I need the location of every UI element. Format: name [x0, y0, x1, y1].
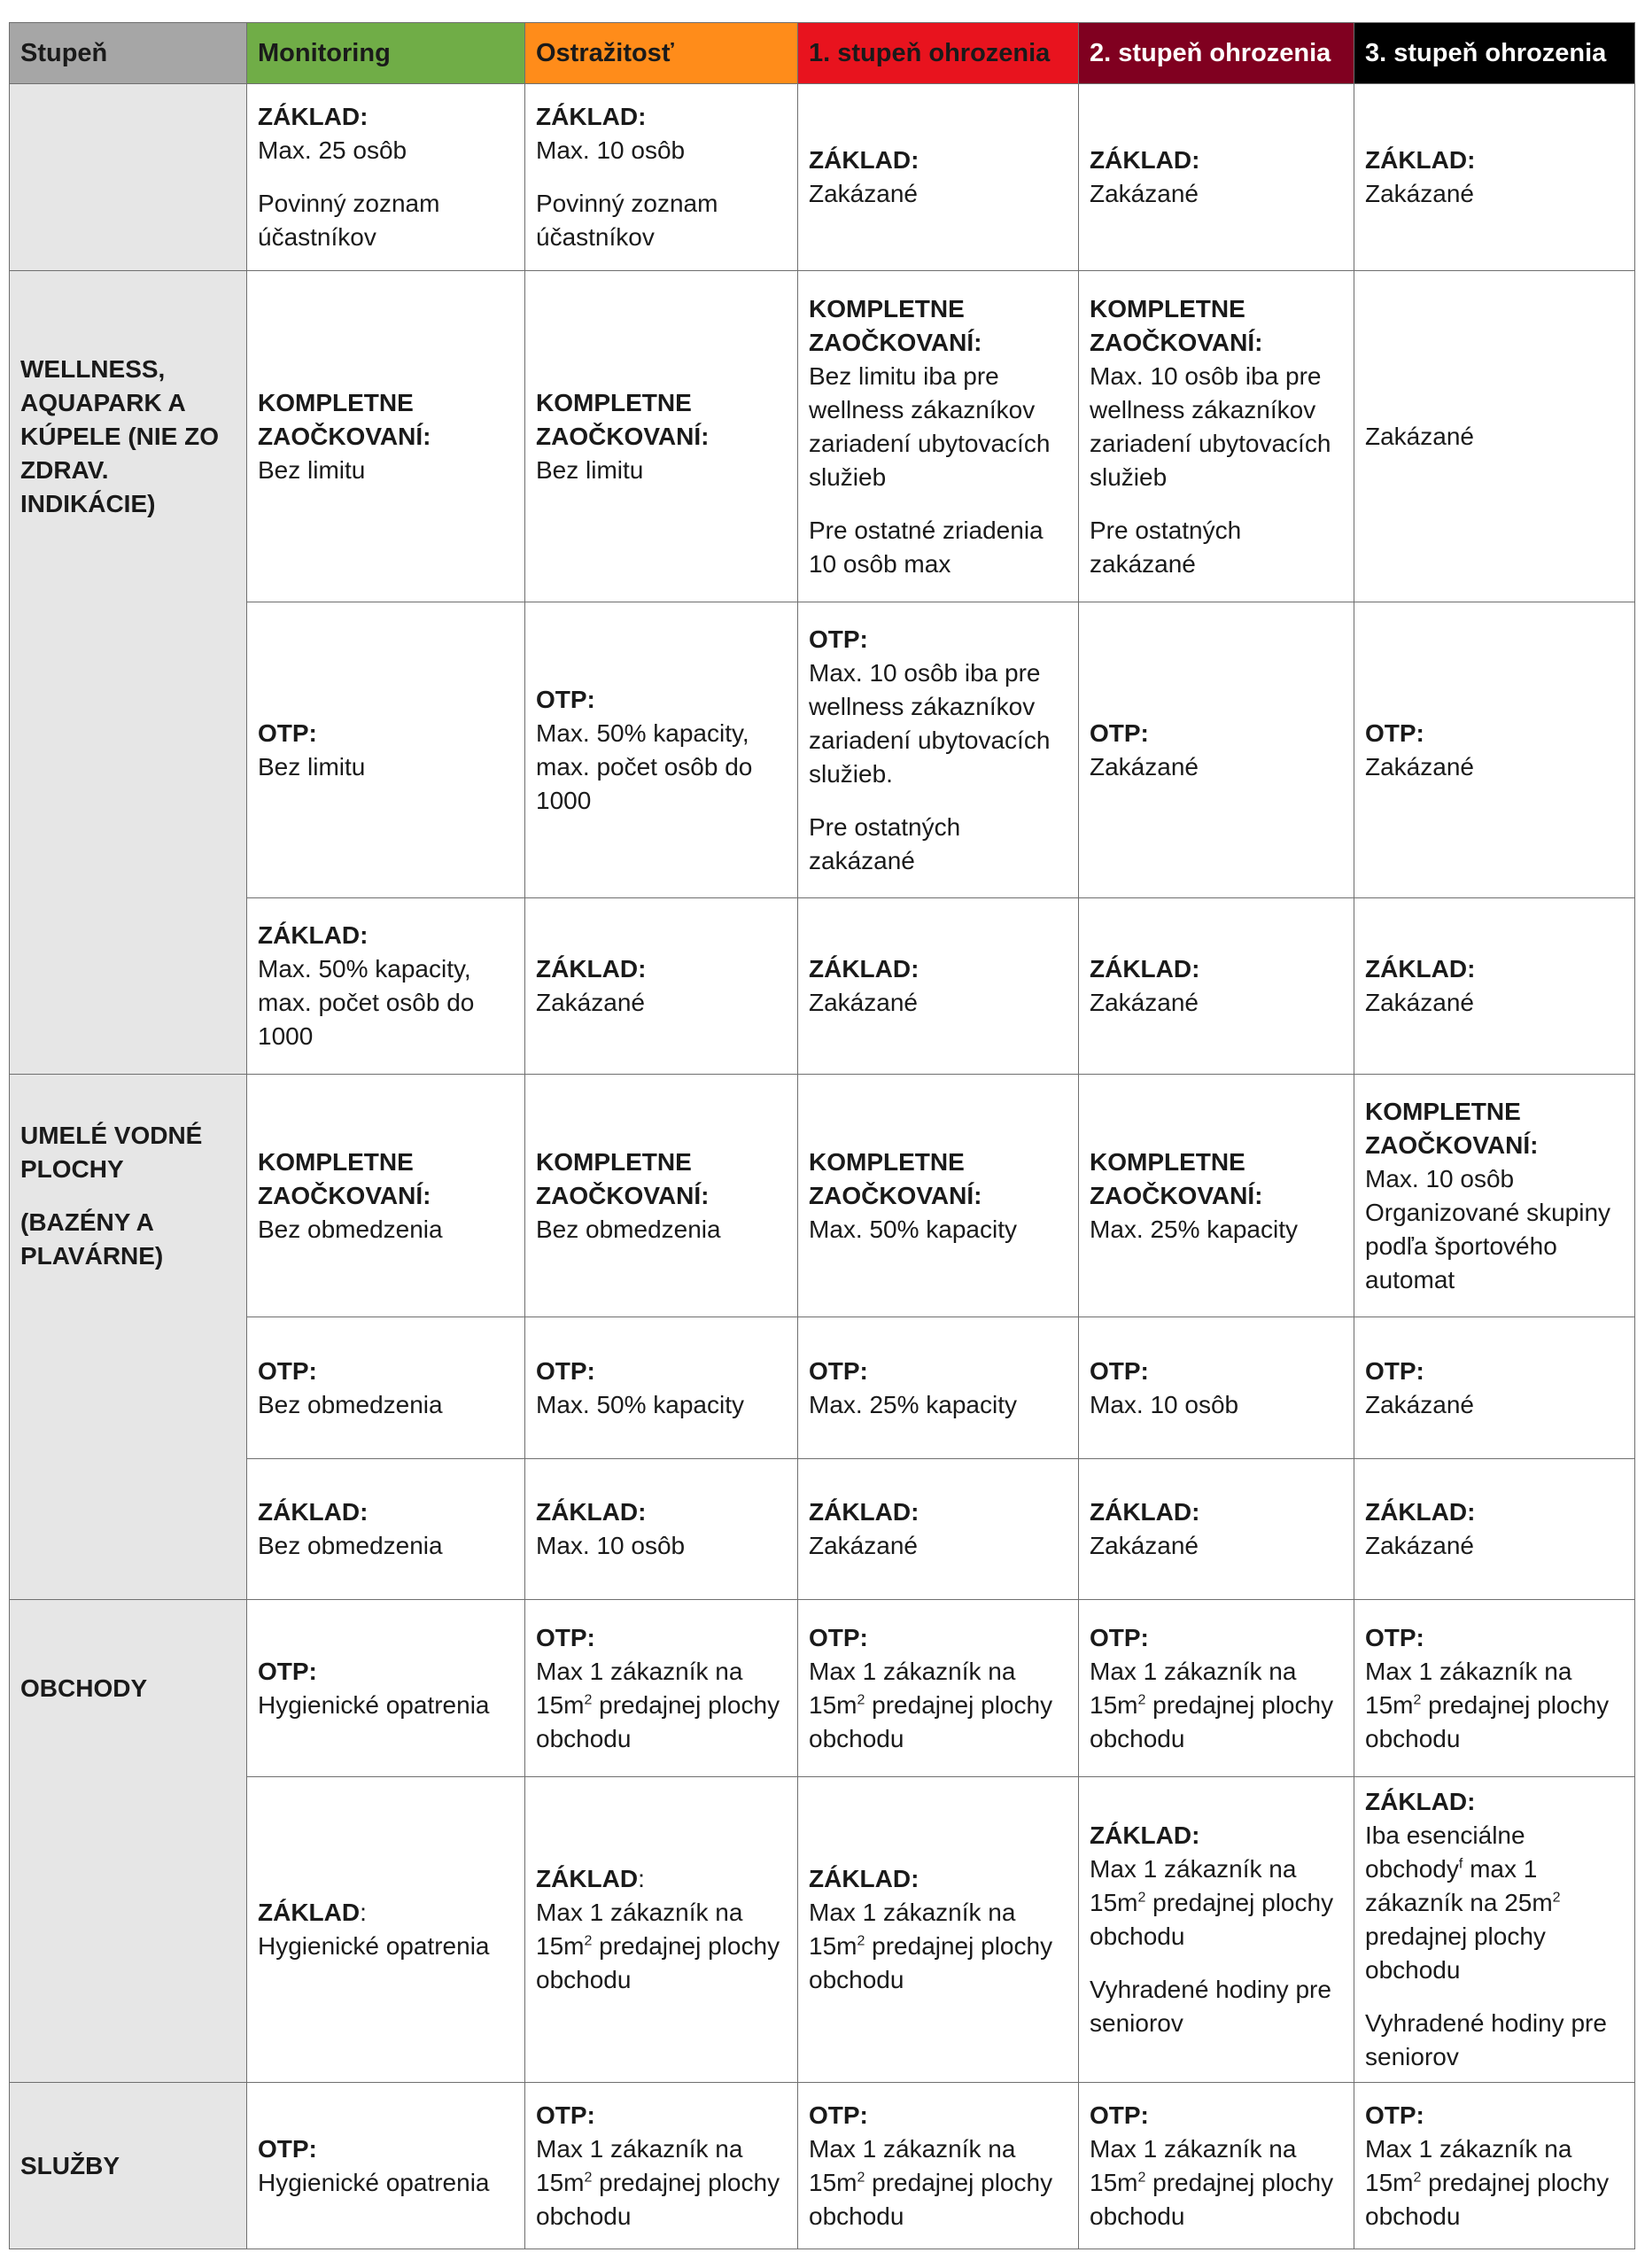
- table-cell: KOMPLETNE ZAOČKOVANÍ: Bez obmedzenia: [525, 1075, 798, 1317]
- header-row: [10, 23, 1635, 84]
- table-row: [10, 1600, 1635, 1777]
- table-cell: OTP: Max. 50% kapacity: [525, 1317, 798, 1459]
- table-cell: ZÁKLAD: Max. 50% kapacity, max. počet osôb do 1000: [247, 898, 525, 1075]
- table-cell: ZÁKLAD: Zakázané: [1079, 898, 1354, 1075]
- table-cell: ZÁKLAD: Zakázané: [1354, 1459, 1635, 1600]
- table-cell: ZÁKLAD: Zakázané: [1079, 84, 1354, 271]
- table-cell: ZÁKLAD: Zakázané: [798, 898, 1079, 1075]
- category-cell-empty: [10, 1777, 247, 2083]
- header-monitoring: Monitoring: [247, 23, 525, 84]
- table-cell: OTP: Max 1 zákazník na $15m^2$ predajnej plochy obchodu: [525, 1600, 798, 1777]
- category-umele-vodne-plochy: UMELÉ VODNÉ PLOCHY (BAZÉNY A PLAVÁRNE): [10, 1075, 247, 1317]
- category-sluzby: SLUŽBY: [10, 2083, 247, 2249]
- table-cell: KOMPLETNE ZAOČKOVANÍ: Max. 10 osôb iba pre wellness zákazníkov zariadení ubytovacích služieb Pre ostatných zakázané: [1079, 271, 1354, 602]
- table-cell: OTP: Max 1 zákazník na $15m^2$ predajnej plochy obchodu: [798, 2083, 1079, 2249]
- header-stupen-3: 3. stupeň ohrozenia: [1354, 23, 1635, 84]
- header-stupen: Stupeň: [10, 23, 247, 84]
- table-cell: OTP: Max. 50% kapacity, max. počet osôb do 1000: [525, 602, 798, 898]
- table-cell: OTP: Max 1 zákazník na $15m^2$ predajnej plochy obchodu: [1354, 2083, 1635, 2249]
- header-stupen-2: 2. stupeň ohrozenia: [1079, 23, 1354, 84]
- table-cell: OTP: Zakázané: [1354, 602, 1635, 898]
- table-cell: ZÁKLAD: Iba esenciálne obchody$^f$ max 1 zákazník na $25m^2$ predajnej plochy obchodu Vyhradené hodiny pre seniorov: [1354, 1777, 1635, 2083]
- table-row: [10, 602, 1635, 898]
- table-cell: ZÁKLAD: Zakázané: [798, 1459, 1079, 1600]
- category-wellness: WELLNESS, AQUAPARK A KÚPELE (NIE ZO ZDRAV. INDIKÁCIE): [10, 271, 247, 602]
- table-row: [10, 2083, 1635, 2249]
- header-stupen-1: 1. stupeň ohrozenia: [798, 23, 1079, 84]
- table-cell: ZÁKLAD: Max 1 zákazník na $15m^2$ predajnej plochy obchodu: [798, 1777, 1079, 2083]
- table-cell: OTP: Max 1 zákazník na $15m^2$ predajnej plochy obchodu: [525, 2083, 798, 2249]
- table-cell: OTP: Max 1 zákazník na $15m^2$ predajnej plochy obchodu: [798, 1600, 1079, 1777]
- table-cell: ZÁKLAD: Zakázané: [525, 898, 798, 1075]
- table-row: [10, 1777, 1635, 2083]
- table-cell: OTP: Max 1 zákazník na $15m^2$ predajnej plochy obchodu: [1079, 1600, 1354, 1777]
- table-cell: ZÁKLAD: Max 1 zákazník na $15m^2$ predajnej plochy obchodu: [525, 1777, 798, 2083]
- table-cell: KOMPLETNE ZAOČKOVANÍ: Max. 25% kapacity: [1079, 1075, 1354, 1317]
- table-cell: OTP: Max 1 zákazník na $15m^2$ predajnej plochy obchodu: [1079, 2083, 1354, 2249]
- table-cell: OTP: Bez obmedzenia: [247, 1317, 525, 1459]
- category-cell-empty: [10, 84, 247, 271]
- table-row: [10, 1459, 1635, 1600]
- table-row: [10, 1317, 1635, 1459]
- table-cell: OTP: Max. 10 osôb iba pre wellness zákazníkov zariadení ubytovacích služieb. Pre ostatných zakázané: [798, 602, 1079, 898]
- category-cell-empty: [10, 602, 247, 898]
- table-cell: KOMPLETNE ZAOČKOVANÍ: Bez limitu: [247, 271, 525, 602]
- table-cell: ZÁKLAD: Hygienické opatrenia: [247, 1777, 525, 2083]
- table-cell: OTP: Max. 25% kapacity: [798, 1317, 1079, 1459]
- table-cell: ZÁKLAD: Max. 10 osôb Povinný zoznam účastníkov: [525, 84, 798, 271]
- table-cell: KOMPLETNE ZAOČKOVANÍ: Bez obmedzenia: [247, 1075, 525, 1317]
- table-cell: Zakázané: [1354, 271, 1635, 602]
- table-cell: KOMPLETNE ZAOČKOVANÍ: Max. 50% kapacity: [798, 1075, 1079, 1317]
- category-cell-empty: [10, 898, 247, 1075]
- table-cell: KOMPLETNE ZAOČKOVANÍ: Bez limitu: [525, 271, 798, 602]
- table-row: [10, 1075, 1635, 1317]
- table-cell: KOMPLETNE ZAOČKOVANÍ: Bez limitu iba pre wellness zákazníkov zariadení ubytovacích služieb Pre ostatné zriadenia 10 osôb max: [798, 271, 1079, 602]
- table-cell: OTP: Max 1 zákazník na $15m^2$ predajnej plochy obchodu: [1354, 1600, 1635, 1777]
- table-row: [10, 84, 1635, 271]
- category-cell-empty: [10, 1317, 247, 1459]
- table-cell: ZÁKLAD: Max. 25 osôb Povinný zoznam účastníkov: [247, 84, 525, 271]
- table-cell: OTP: Hygienické opatrenia: [247, 2083, 525, 2249]
- table-cell: OTP: Bez limitu: [247, 602, 525, 898]
- table-cell: ZÁKLAD: Zakázané: [1079, 1459, 1354, 1600]
- header-ostrazitost: Ostražitosť: [525, 23, 798, 84]
- table-row: [10, 898, 1635, 1075]
- category-obchody: OBCHODY: [10, 1600, 247, 1777]
- table-cell: ZÁKLAD: Bez obmedzenia: [247, 1459, 525, 1600]
- table-row: [10, 271, 1635, 602]
- table-cell: ZÁKLAD: Max 1 zákazník na $15m^2$ predajnej plochy obchodu Vyhradené hodiny pre seniorov: [1079, 1777, 1354, 2083]
- table-cell: ZÁKLAD: Zakázané: [1354, 898, 1635, 1075]
- table-cell: ZÁKLAD: Zakázané: [798, 84, 1079, 271]
- table-cell: KOMPLETNE ZAOČKOVANÍ: Max. 10 osôb Organizované skupiny podľa športového automat: [1354, 1075, 1635, 1317]
- table-cell: OTP: Max. 10 osôb: [1079, 1317, 1354, 1459]
- restrictions-table: [9, 22, 1635, 2249]
- table-cell: OTP: Zakázané: [1079, 602, 1354, 898]
- table-cell: ZÁKLAD: Zakázané: [1354, 84, 1635, 271]
- table-cell: OTP: Hygienické opatrenia: [247, 1600, 525, 1777]
- table-cell: OTP: Zakázané: [1354, 1317, 1635, 1459]
- table-cell: ZÁKLAD: Max. 10 osôb: [525, 1459, 798, 1600]
- category-cell-empty: [10, 1459, 247, 1600]
